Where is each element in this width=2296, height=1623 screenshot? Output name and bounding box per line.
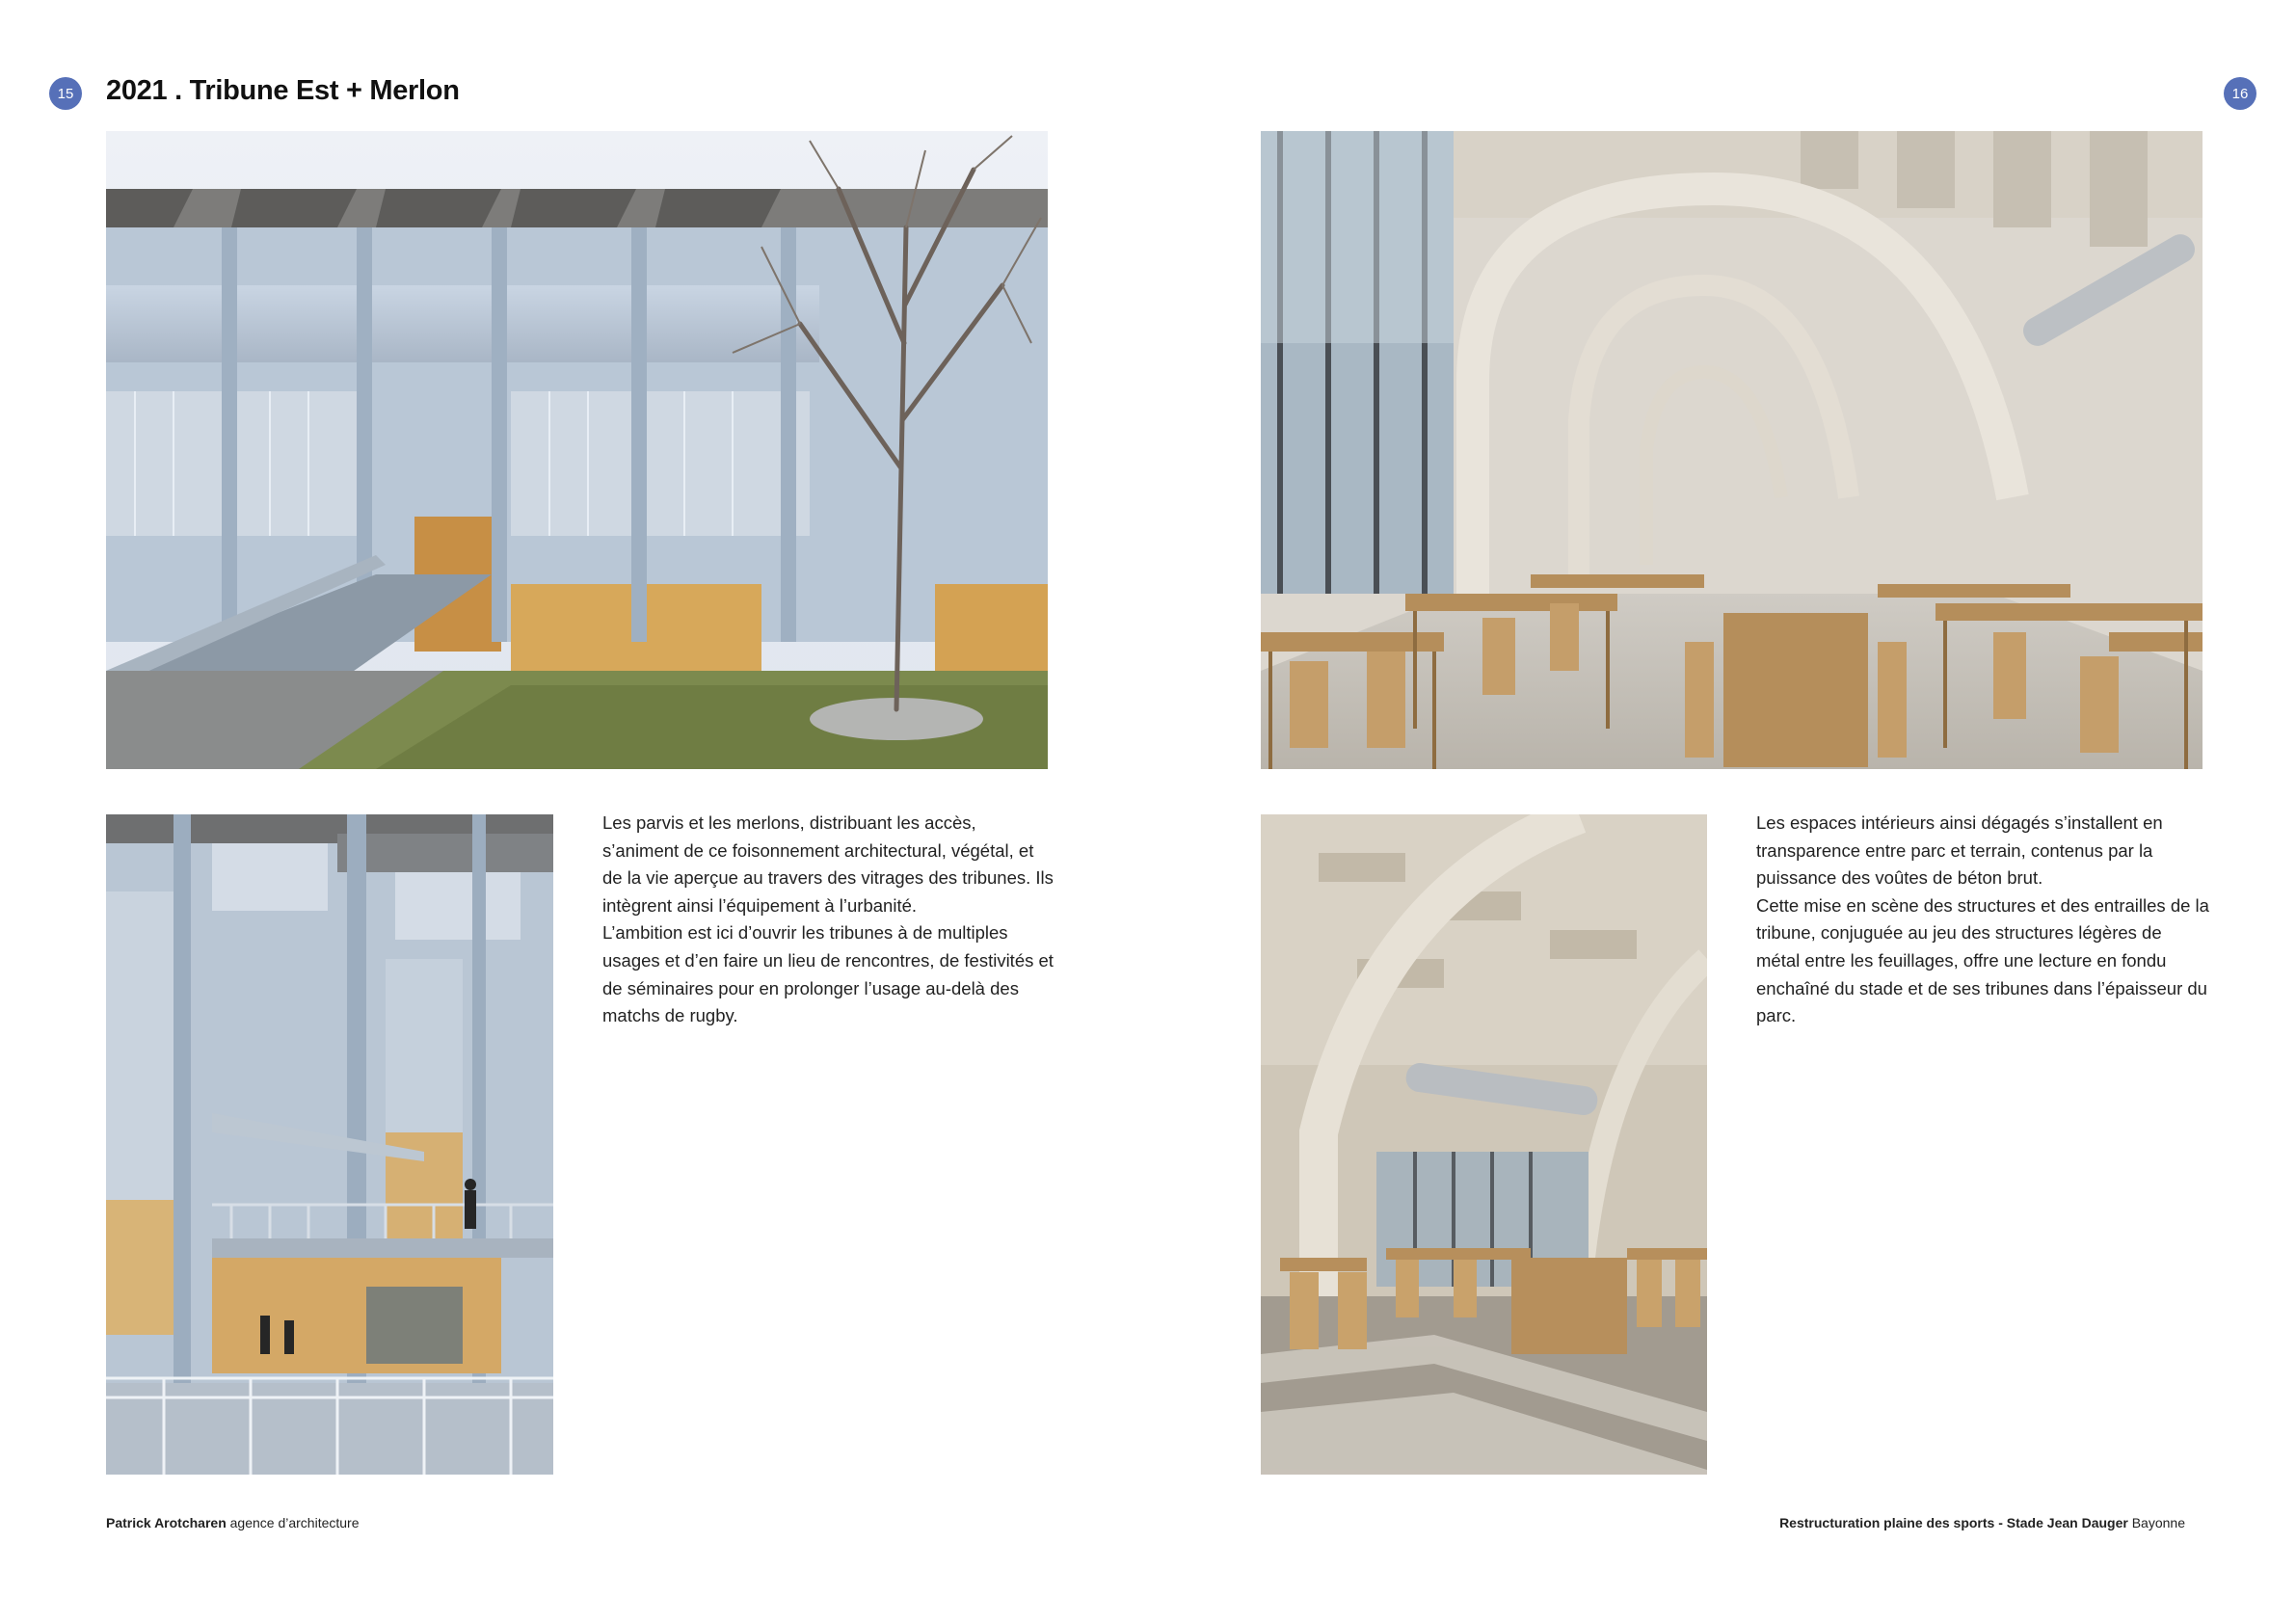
footer-project-name: Restructuration plaine des sports - Stade Jean Dauger xyxy=(1779,1515,2128,1530)
page-title: 2021 . Tribune Est + Merlon xyxy=(106,75,460,106)
text-block-right xyxy=(1756,810,2209,1030)
footer-right xyxy=(1779,1515,2185,1530)
paragraph: Les espaces intérieurs ainsi dégagés s’installent en transparence entre parc et terrain, contenus par la puissance des voûtes de béton brut. xyxy=(1756,812,2163,889)
footer-left xyxy=(106,1515,360,1530)
footer-agency-label: agence d’architecture xyxy=(226,1515,360,1530)
footer-project-location: Bayonne xyxy=(2127,1515,2185,1530)
photo-exterior-facade xyxy=(106,131,1048,769)
paragraph: L’ambition est ici d’ouvrir les tribunes à de multiples usages et d’en faire un lieu de rencontres, de festivités et de séminaires pour en prolonger l’usage au-delà des matchs de rugby. xyxy=(602,922,1054,1026)
page-number-left: 15 xyxy=(49,77,82,110)
photo-exterior-walkway xyxy=(106,814,553,1475)
paragraph: Les parvis et les merlons, distribuant les accès, s’animent de ce foisonnement architectural, végétal, et de la vie aperçue au travers des vitrages des tribunes. Ils intègrent ainsi l’équipement à l’urbanité. xyxy=(602,812,1054,916)
page-number-right: 16 xyxy=(2224,77,2256,110)
footer-agency-name: Patrick Arotcharen xyxy=(106,1515,227,1530)
photo-interior-arch xyxy=(1261,814,1707,1475)
paragraph: Cette mise en scène des structures et des entrailles de la tribune, conjuguée au jeu des structures légères de métal entre les feuillages, offre une lecture en fondu enchaîné du stade et de ses tribunes dans l’épaisseur du parc. xyxy=(1756,894,2209,1026)
text-block-left xyxy=(602,810,1055,1030)
photo-interior-hall xyxy=(1261,131,2203,769)
